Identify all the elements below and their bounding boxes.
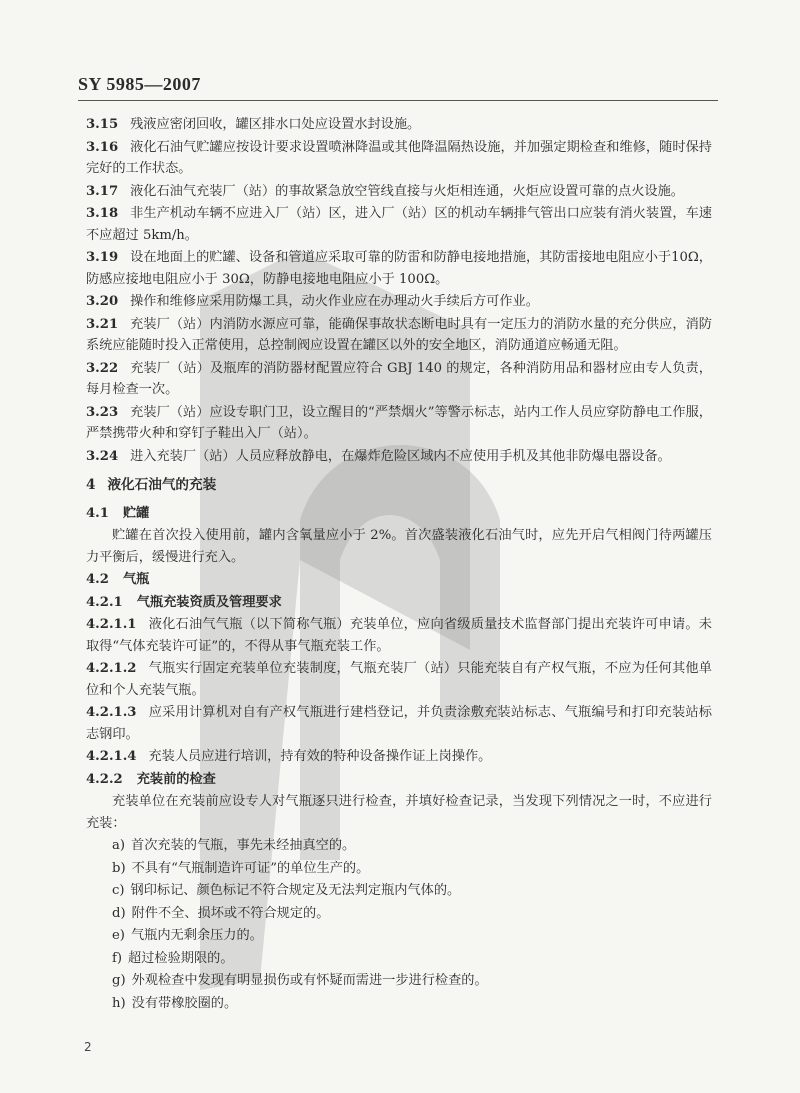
clause-4-2-1-3: 4.2.1.3 应采用计算机对自有产权气瓶进行建档登记，并负责涂敷充装站标志、气瓶编号和打印充装站标志钢印。 (86, 705, 712, 742)
document-code: SY 5985—2007 (78, 74, 201, 94)
page-number: 2 (84, 1040, 92, 1054)
document-body (86, 114, 712, 1015)
list-item: a) 首次充装的气瓶，事先未经抽真空的。 (112, 838, 356, 853)
section-4-1-heading: 4.1 贮罐 (86, 505, 150, 521)
clause-3-21: 3.21 充装厂（站）内消防水源应可靠，能确保事故状态断电时具有一定压力的消防水量的充分供应，消防系统应能随时投入正常使用，总控制阀应设置在罐区以外的安全地区，消防通道应畅通无阻。 (86, 316, 712, 353)
section-4-2-heading: 4.2 气瓶 (86, 572, 150, 587)
clause-3-18: 3.18 非生产机动车辆不应进入厂（站）区，进入厂（站）区的机动车辆排气管出口应装有消火装置，车速不应超过 5km/h。 (86, 206, 712, 243)
section-4-1-body: 贮罐在首次投入使用前，罐内含氧量应小于 2%。首次盛装液化石油气时，应先开启气相阀门待两罐压力平衡后，缓慢进行充入。 (86, 528, 712, 565)
clause-3-23: 3.23 充装厂（站）应设专职门卫，设立醒目的“严禁烟火”等警示标志，站内工作人员应穿防静电工作服，严禁携带火种和穿钉子鞋出入厂（站）。 (86, 404, 712, 441)
list-item: h) 没有带橡胶圈的。 (112, 995, 238, 1011)
clause-4-2-1-1: 4.2.1.1 液化石油气气瓶（以下简称气瓶）充装单位，应向省级质量技术监督部门提出充装许可申请。未取得“气体充装许可证”的，不得从事气瓶充装工作。 (86, 617, 712, 654)
clause-3-24: 3.24 进入充装厂（站）人员应释放静电，在爆炸危险区域内不应使用手机及其他非防爆电器设备。 (86, 448, 671, 464)
clause-4-2-1-4: 4.2.1.4 充装人员应进行培训，持有效的特种设备操作证上岗操作。 (86, 749, 492, 764)
clause-3-17: 3.17 液化石油气充装厂（站）的事故紧急放空管线直接与火炬相连通，火炬应设置可靠的点火设施。 (86, 183, 684, 199)
header-rule (78, 100, 718, 101)
section-4-2-2-body: 充装单位在充装前应设专人对气瓶逐只进行检查，并填好检查记录，当发现下列情况之一时，不应进行充装： (86, 794, 712, 831)
clause-3-15: 3.15 残液应密闭回收，罐区排水口处应设置水封设施。 (86, 117, 421, 132)
list-item: b) 不具有“气瓶制造许可证”的单位生产的。 (112, 860, 370, 876)
clause-3-16: 3.16 液化石油气贮罐应按设计要求设置喷淋降温或其他降温隔热设施，并加强定期检查和维修，随时保持完好的工作状态。 (86, 139, 712, 176)
clause-3-19: 3.19 设在地面上的贮罐、设备和管道应采取可靠的防雷和防静电接地措施，其防雷接地电阻应小于10Ω，防感应接地电阻应小于 30Ω，防静电接地电阻应小于 100Ω。 (86, 250, 712, 287)
list-item: d) 附件不全、损坏或不符合规定的。 (112, 905, 330, 921)
list-item: g) 外观检查中发现有明显损伤或有怀疑而需进一步进行检查的。 (112, 973, 488, 988)
clause-3-20: 3.20 操作和维修应采用防爆工具，动火作业应在办理动火手续后方可作业。 (86, 294, 539, 309)
list-item: e) 气瓶内无剩余压力的。 (112, 928, 263, 943)
section-4-2-1-heading: 4.2.1 气瓶充装资质及管理要求 (86, 594, 282, 610)
section-4-2-2-heading: 4.2.2 充装前的检查 (86, 771, 216, 787)
list-item: c) 钢印标记、颜色标记不符合规定及无法判定瓶内气体的。 (112, 883, 461, 898)
list-item: f) 超过检验期限的。 (112, 950, 234, 966)
clause-3-22: 3.22 充装厂（站）及瓶库的消防器材配置应符合 GBJ 140 的规定，各种消防用品和器材应由专人负责，每月检查一次。 (86, 360, 712, 397)
clause-4-2-1-2: 4.2.1.2 气瓶实行固定充装单位充装制度，气瓶充装厂（站）只能充装自有产权气瓶，不应为任何其他单位和个人充装气瓶。 (86, 661, 712, 698)
section-4-heading: 4 液化石油气的充装 (86, 477, 217, 493)
